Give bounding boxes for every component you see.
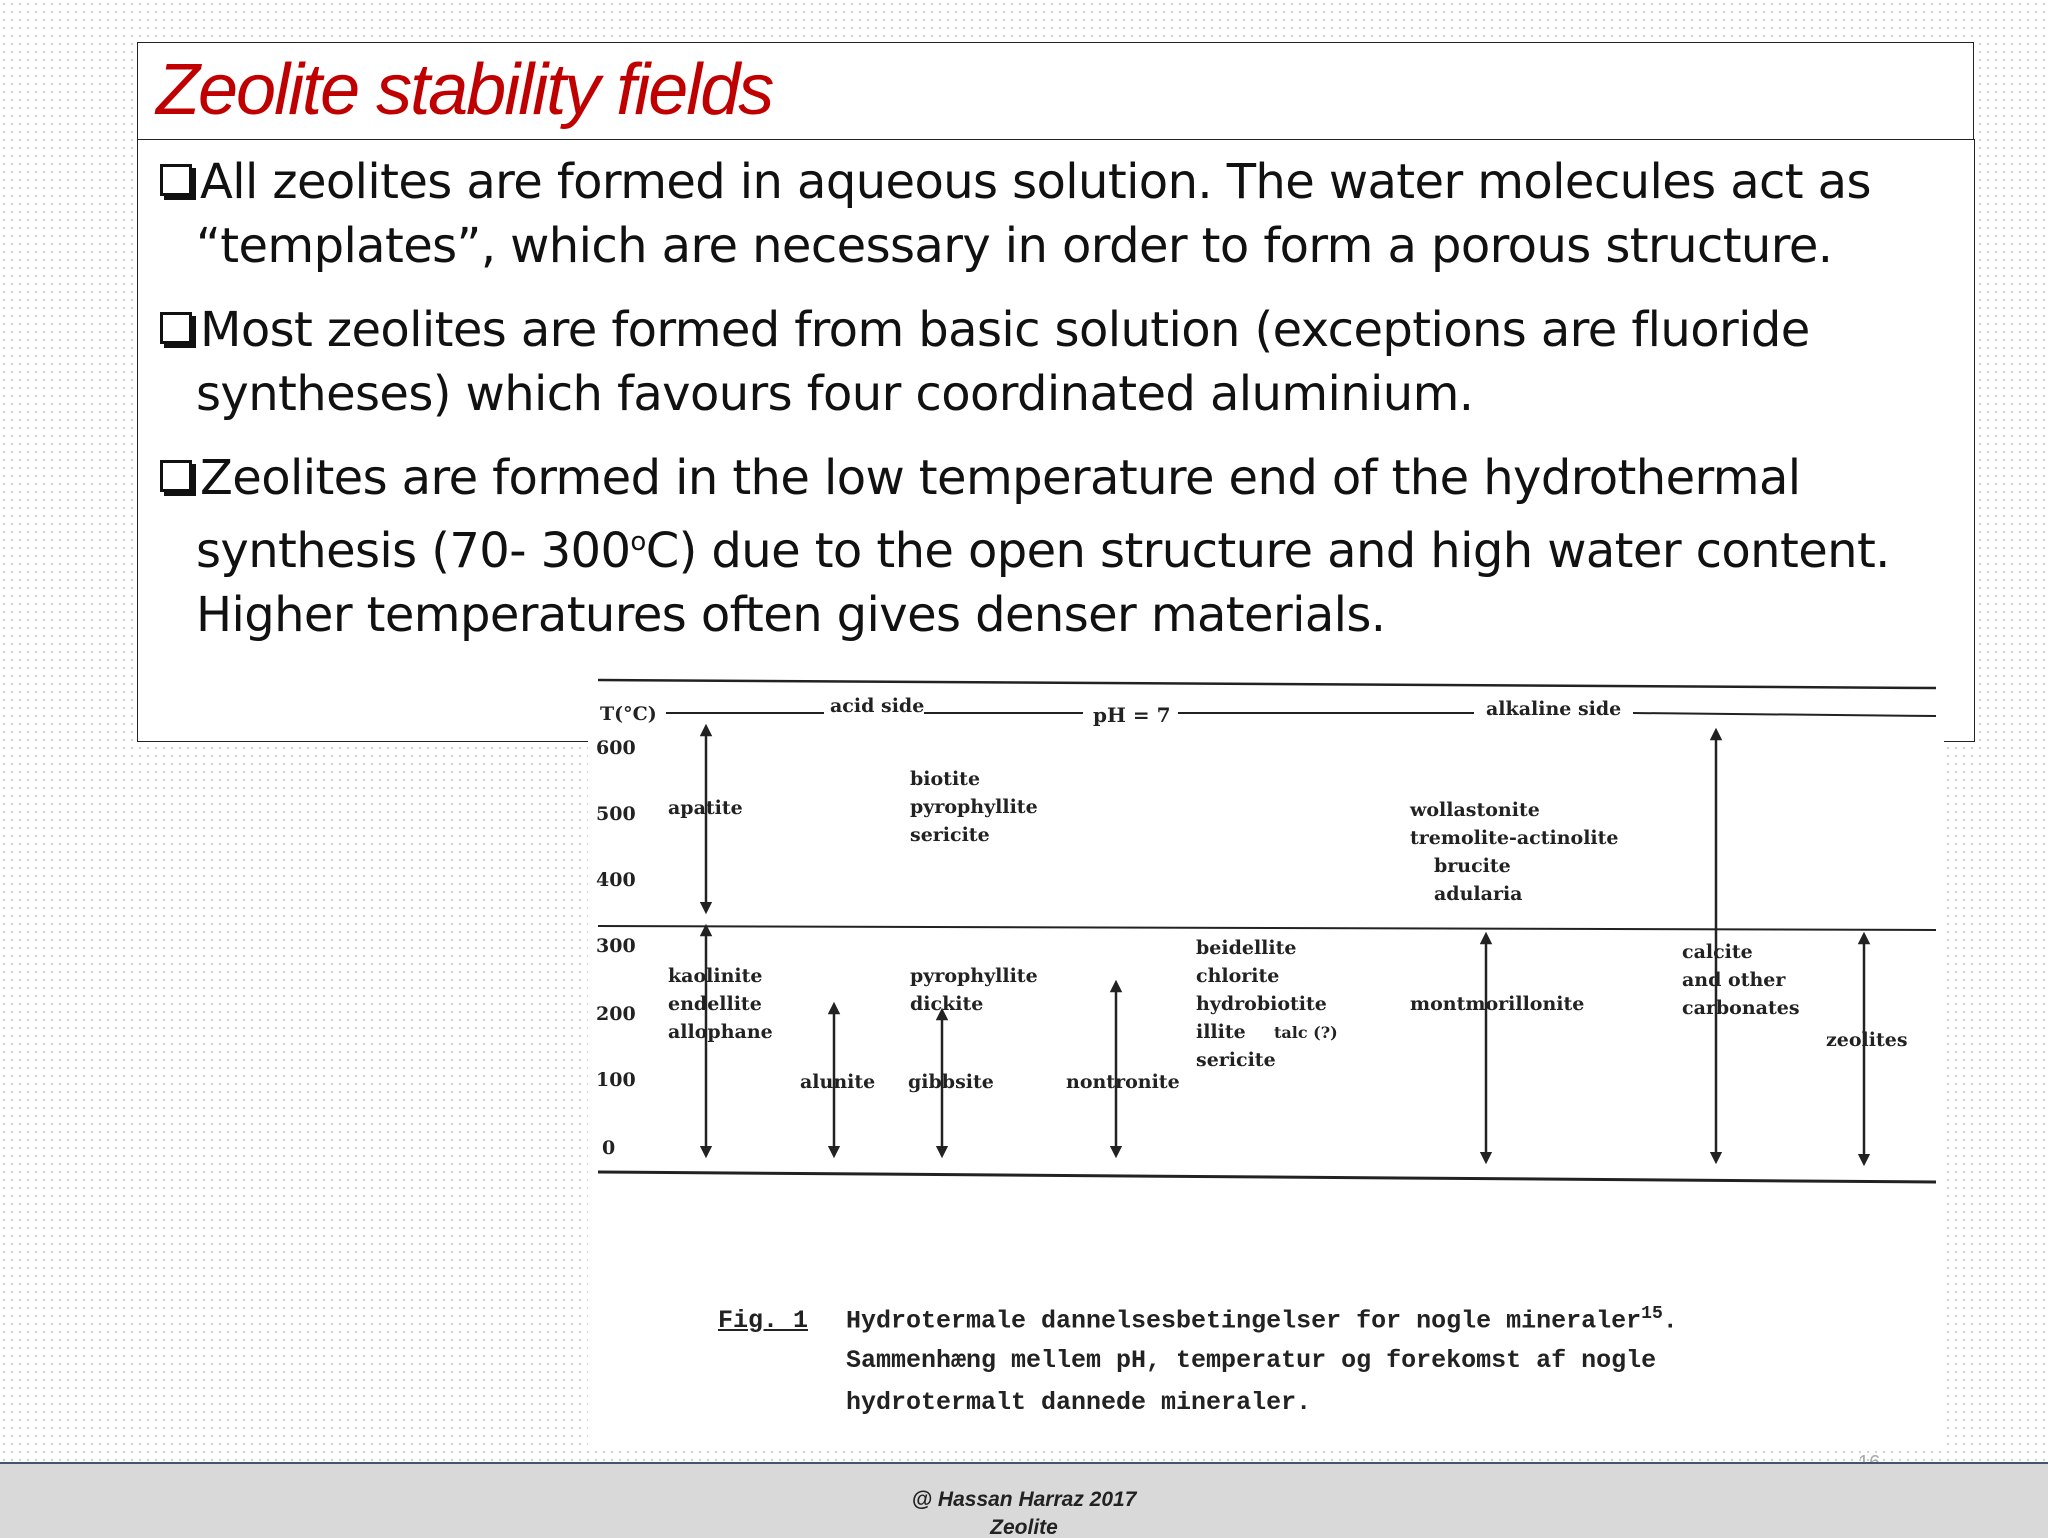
mineral-label: brucite: [1434, 855, 1511, 877]
bullet-text: Most zeolites are formed from basic solution (exceptions are fluoride syntheses) which favours four coordinated aluminium.: [196, 302, 1810, 422]
checkbox-bullet-icon: [160, 312, 192, 344]
caption-line: hydrotermalt dannede mineraler.: [846, 1388, 1312, 1417]
mineral-label: beidellite: [1196, 937, 1297, 959]
bottom-rule: [598, 1172, 1936, 1182]
tick-label: 600: [596, 737, 636, 759]
mineral-label: alunite: [800, 1071, 876, 1093]
mineral-label: adularia: [1434, 883, 1523, 905]
mineral-label: hydrobiotite: [1196, 993, 1327, 1015]
mineral-label: tremolite-actinolite: [1410, 827, 1619, 849]
mineral-label: pyrophyllite: [910, 965, 1038, 987]
mineral-label: sericite: [1196, 1049, 1276, 1071]
footer-bar: [0, 1462, 2048, 1538]
alkaline-arrow-line: [1633, 713, 1936, 716]
tick-label: 0: [602, 1137, 616, 1159]
mineral-label: wollastonite: [1410, 799, 1540, 821]
tick-label: 200: [596, 1003, 636, 1025]
mineral-label: endellite: [668, 993, 762, 1015]
caption-title: Hydrotermale dannelsesbetingelser for nogle mineraler: [846, 1306, 1642, 1336]
tick-label: 100: [596, 1069, 636, 1091]
figure-caption: [718, 1304, 1918, 1430]
alkaline-side-label: alkaline side: [1486, 698, 1622, 720]
bullet-text: C) due to the open structure and high water content. Higher temperatures often gives denser materials.: [196, 523, 1890, 643]
diagram-lines: [598, 680, 1936, 1182]
caption-superscript: 15: [1641, 1304, 1663, 1324]
mineral-label: montmorillonite: [1410, 993, 1585, 1015]
mid-rule: [598, 926, 1936, 930]
bullet-item: [160, 150, 1960, 278]
mineral-label: illite: [1196, 1021, 1246, 1043]
mineral-label: sericite: [910, 824, 990, 846]
slide-title: Zeolite stability fields: [156, 50, 773, 130]
mineral-label: calcite: [1682, 941, 1753, 963]
mineral-label: apatite: [668, 797, 743, 819]
bullet-text: All zeolites are formed in aqueous solution. The water molecules act as “templates”, which are necessary in order to form a porous structure.: [196, 154, 1871, 274]
tick-label: 300: [596, 935, 636, 957]
mineral-label: allophane: [668, 1021, 773, 1043]
lower-mineral-labels: [668, 937, 1908, 1093]
bullet-item: [160, 298, 1960, 426]
tick-label: 400: [596, 869, 636, 891]
mineral-label: kaolinite: [668, 965, 763, 987]
acid-side-label: acid side: [830, 695, 925, 717]
caption-end: .: [1662, 1306, 1678, 1336]
content-box: [137, 139, 1975, 742]
axis-label-temperature: T(°C): [600, 703, 657, 725]
header-labels: [600, 695, 1621, 727]
mineral-label: nontronite: [1066, 1071, 1180, 1093]
ph7-label: pH = 7: [1093, 703, 1171, 727]
footer-author: @ Hassan Harraz 2017: [911, 1488, 1137, 1511]
mineral-label: biotite: [910, 768, 981, 790]
mineral-label: chlorite: [1196, 965, 1280, 987]
figure-label: Fig. 1: [718, 1306, 809, 1336]
bullet-text: Zeolites are formed in the low temperature end of the hydrothermal synthesis (70- 300: [196, 450, 1801, 579]
stability-figure: [588, 668, 1944, 1450]
mineral-label: carbonates: [1682, 997, 1800, 1019]
mineral-label: gibbsite: [908, 1071, 994, 1093]
degree-mark: o: [630, 527, 646, 557]
checkbox-bullet-icon: [160, 164, 192, 196]
mineral-label: pyrophyllite: [910, 796, 1038, 818]
mineral-label: dickite: [910, 993, 984, 1015]
top-rule: [598, 680, 1936, 688]
upper-mineral-labels: [668, 768, 1619, 905]
footer-topic: Zeolite: [990, 1516, 1058, 1538]
checkbox-bullet-icon: [160, 460, 192, 492]
mineral-label: zeolites: [1826, 1029, 1908, 1051]
mineral-label: talc (?): [1274, 1023, 1338, 1042]
bullet-item: [160, 446, 1960, 647]
caption-line: [718, 1304, 1918, 1346]
tick-label: 500: [596, 803, 636, 825]
caption-line: Sammenhæng mellem pH, temperatur og forekomst af nogle: [846, 1346, 1657, 1375]
mineral-label: and other: [1682, 969, 1786, 991]
title-box: [137, 42, 1974, 144]
bullet-list: [160, 150, 1960, 667]
temperature-ticks: [596, 737, 636, 1159]
